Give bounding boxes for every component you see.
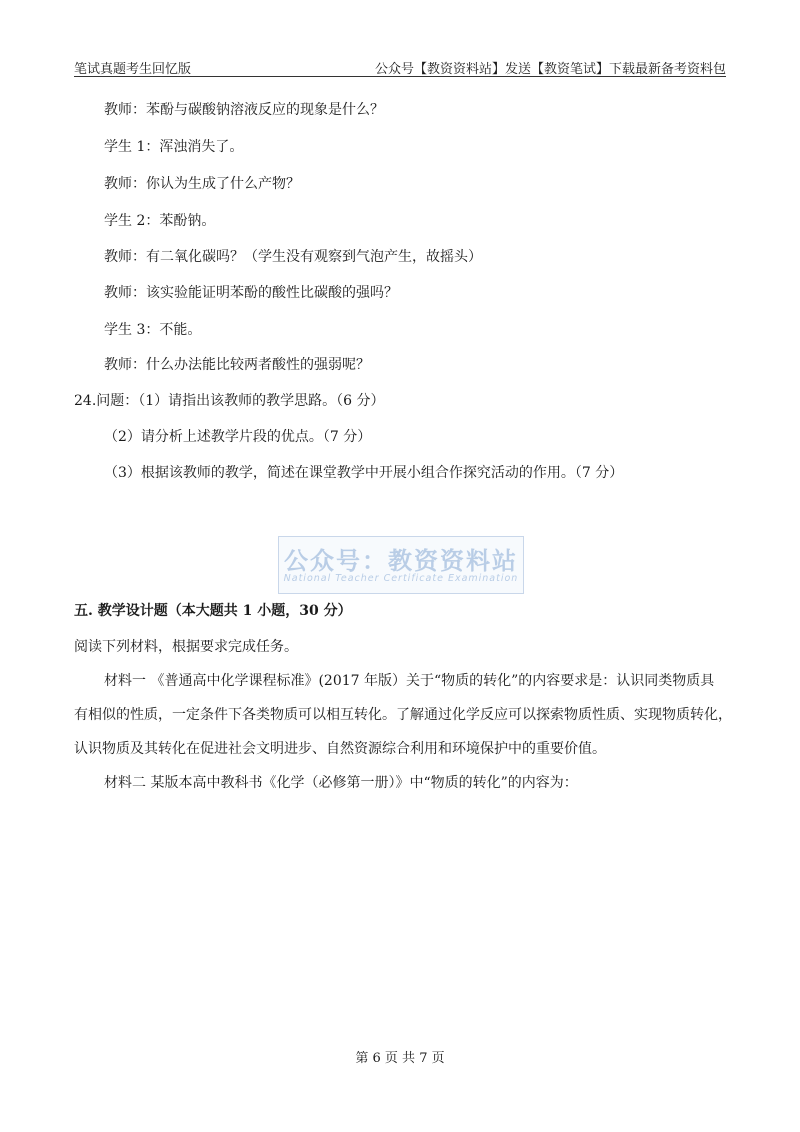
question-24-part-3: （3）根据该教师的教学，简述在课堂教学中开展小组合作探究活动的作用。（7 分）: [104, 465, 624, 481]
page-number: 第 6 页 共 7 页: [355, 1051, 445, 1066]
material-1-line-2: 有相似的性质，一定条件下各类物质可以相互转化。了解通过化学反应可以探索物质性质、实现物质转化，: [74, 707, 732, 723]
question-24-part-1: 24.问题：（1）请指出该教师的教学思路。（6 分）: [74, 393, 385, 409]
dialogue-line-1: 教师：苯酚与碳酸钠溶液反应的现象是什么？: [104, 102, 384, 118]
dialogue-line-6: 教师：该实验能证明苯酚的酸性比碳酸的强吗？: [104, 285, 398, 301]
watermark-en-text: National Teacher Certificate Examination: [283, 573, 519, 584]
watermark: [278, 536, 524, 594]
dialogue-line-3: 教师：你认为生成了什么产物？: [104, 176, 300, 192]
question-24-part-2: （2）请分析上述教学片段的优点。（7 分）: [104, 429, 372, 445]
dialogue-line-2: 学生 1：浑浊消失了。: [104, 139, 244, 155]
dialogue-line-7: 学生 3：不能。: [104, 322, 202, 338]
section-5-title: 五. 教学设计题（本大题共 1 小题，30 分）: [74, 603, 352, 619]
section-5-instruction: 阅读下列材料，根据要求完成任务。: [74, 639, 298, 655]
dialogue-line-5: 教师：有二氧化碳吗？（学生没有观察到气泡产生，故摇头）: [104, 249, 482, 265]
material-2-line: 材料二 某版本高中教科书《化学（必修第一册）》中“物质的转化”的内容为：: [104, 775, 578, 791]
material-1-line-3: 认识物质及其转化在促进社会文明进步、自然资源综合利用和环境保护中的重要价值。: [74, 741, 606, 757]
header-right-text: 公众号【教资资料站】发送【教资笔试】下载最新备考资料包: [374, 62, 726, 77]
watermark-cn-text: 公众号：教资资料站: [284, 547, 518, 575]
dialogue-line-4: 学生 2：苯酚钠。: [104, 213, 216, 229]
dialogue-line-8: 教师：什么办法能比较两者酸性的强弱呢？: [104, 357, 370, 373]
material-1-line-1: 材料一 《普通高中化学课程标准》(2017 年版）关于“物质的转化”的内容要求是：认识同类物质具: [104, 673, 715, 689]
header-left-text: 笔试真题考生回忆版: [74, 62, 192, 77]
page-header: [74, 54, 726, 77]
